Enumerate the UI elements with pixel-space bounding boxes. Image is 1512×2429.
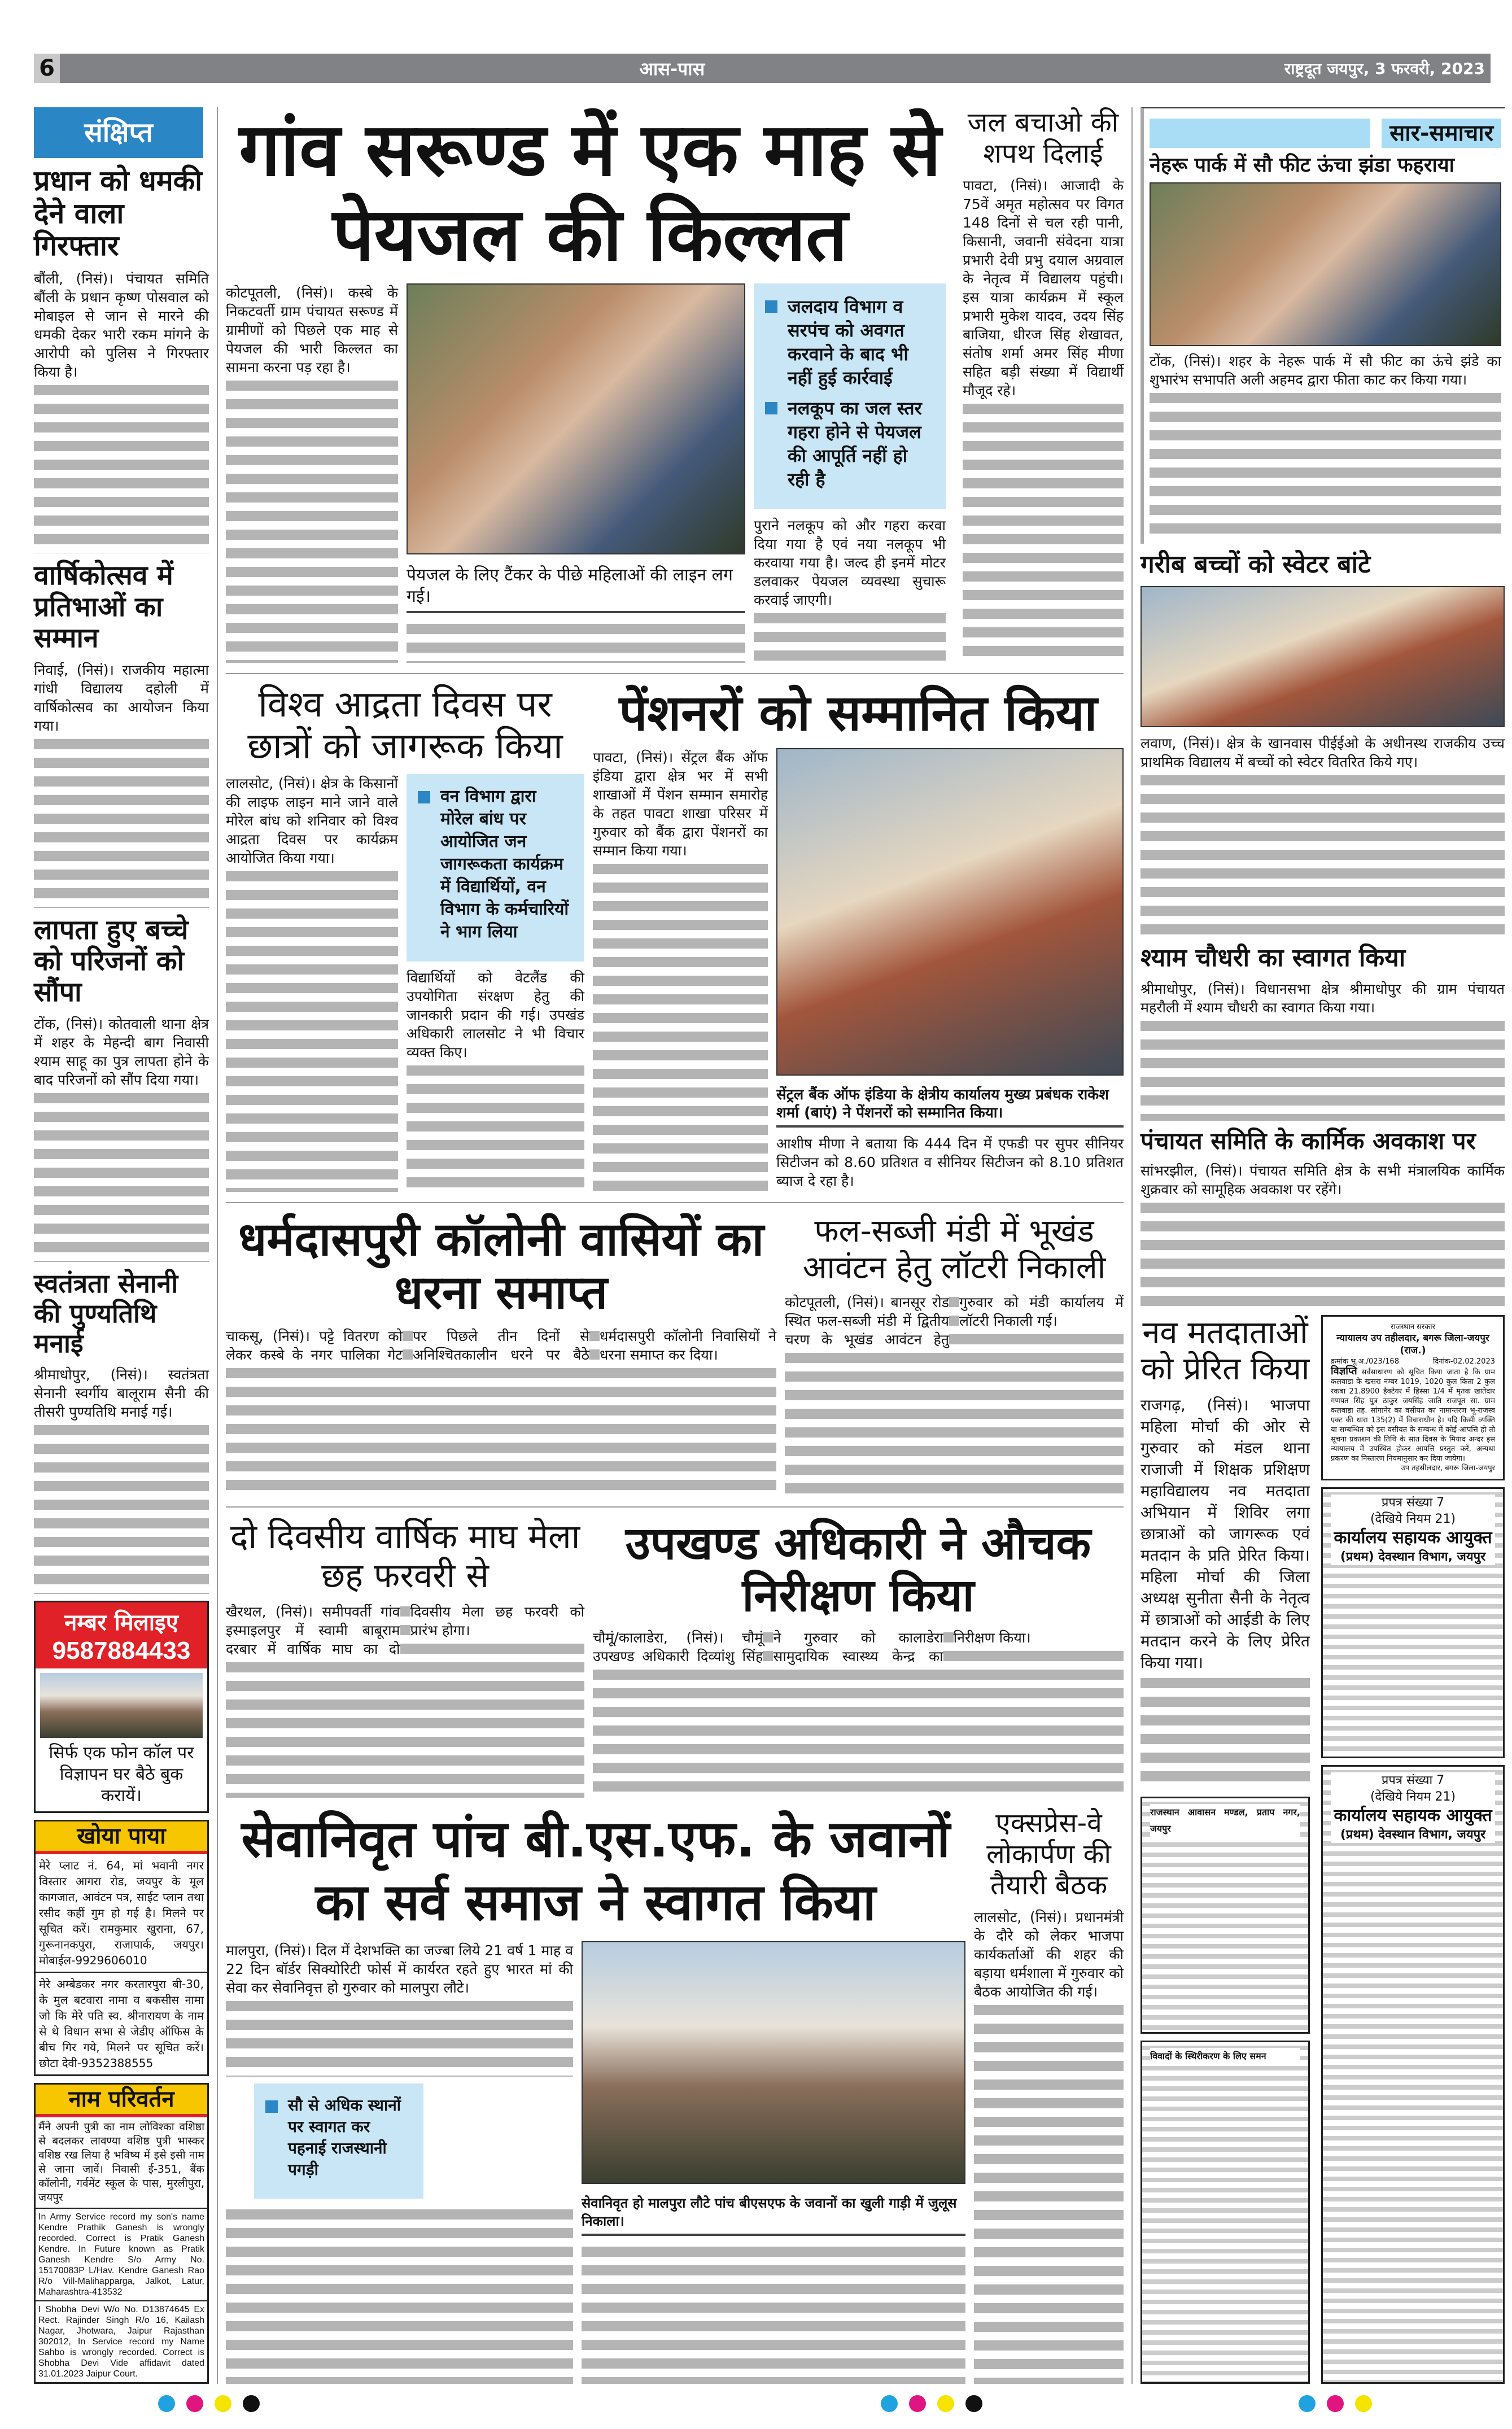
highlight-box [254,2083,423,2199]
classified-item: मेरे प्लाट नं. 64, मां भवानी नगर विस्तार आगरा रोड, जयपुर के मूल कागजात, आवंटन पत्र, साईट प्लान तथा रसीद कहीं गुम हो गई है। मिलने पर सूचित करें। रामकुमार खुराना, 67, गुरूनानकपुरा, राजापार्क, जयपुर। मोबाईल-9929606010 [36,1854,207,1973]
article-text: राजगढ़, (निसं)। भाजपा महिला मोर्चा की ओर से गुरुवार को मंडल थाना राजाजी में शिक्षक प्रशिक्षण महाविद्यालय नव मतदाता अभियान में शिविर लगा छात्राओं को जागरूक एवं मतदान के प्रति प्रेरित किया।महिला मोर्चा की जिला अध्यक्ष सुनीता सैनी के नेतृत्व में छात्राओं को आईडी के लिए मतदान करने के लिए प्रेरित किया गया। [1140,1395,1310,1674]
divider [226,673,1124,674]
article-text: मालपुरा, (निसं)। दिल में देशभक्ति का जज्बा लिये 21 वर्ष 1 माह व 22 दिन बॉर्डर सिक्योरिटी फोर्स में कार्यरत रहते हुए भारत मां की सेवा कर सेवानिवृत्त हो गुरुवार को मालपुरा लौटे। [226,1942,573,1996]
article-text: श्रीमाधोपुर, (निसं)। स्वतंत्रता सेनानी स्वर्गीय बालूराम सैनी की तीसरी पुण्यतिथि मनाई गई। [34,1366,209,1420]
article-body [1150,352,1501,538]
headline: विश्व आद्रता दिवस पर छात्रों को जागरूक किया [247,684,563,767]
headline: सेवानिवृत पांच बी.एस.एफ. के जवानों का सर्व समाज ने स्वागत किया [241,1809,950,1932]
article-text: पुराने नलकूप को और गहरा करवा दिया गया है एवं नया नलकूप भी करवाया गया है। जल्द ही इनमें मोटर डलवाकर पेयजल व्यवस्था सुचारू करवाई जाएगी। [754,517,946,608]
lead-headline-line1: गांव सरूण्ड में एक माह से [239,107,941,193]
article-text: चौमूं/कालाडेरा, (निसं)। चौमूं उपखण्ड अधिकारी दिव्यांशु सिंह ने गुरुवार को कालाडेरा सामुदायिक स्वास्थ्य केन्द्र का निरीक्षण किया। [593,1628,1124,1666]
registration-dot-magenta [1327,2395,1344,2412]
left-column [34,107,209,2384]
sweater-distribution-photo [1140,586,1505,727]
notice-heading [1331,1772,1495,1843]
right-bottom-notices [1321,1315,1505,2384]
article-body [785,1293,1124,1496]
article-text: लालसोट, (निसं)। क्षेत्र के किसानों की लाइफ लाइन माने जाने वाले मोरेल बांध को शनिवार को विश्व आद्रता दिवस पर कार्यक्रम आयोजित किया गया। [226,775,398,867]
headline: दो दिवसीय वार्षिक माघ मेला छह फरवरी से [230,1517,580,1596]
notice-form: प्रपत्र संख्या 7 [1381,1773,1445,1788]
row-c [226,1213,1124,1496]
section-label-saar-samachar: सार-समाचार [1382,119,1501,148]
registration-dot-magenta [909,2395,926,2412]
article-body [226,1327,776,1496]
registration-dot-yellow [1355,2395,1372,2412]
article-text: कोटपूतली, (निसं)। बानसूर रोड स्थित फल-सब्जी मंडी में द्वितीय चरण के भूखंड आवंटन हेतु गुरुवार को मंडी कार्यालय में लॉटरी निकाली गई। [785,1294,1124,1348]
notice-subtitle: (प्रथम) देवस्थान विभाग, जयपुर [1340,1827,1486,1842]
jal-story [963,107,1124,663]
column-divider [1131,107,1133,2384]
khoya-paya-title: खोया पाया [36,1821,207,1854]
right-column [1140,107,1505,2384]
notice-title: न्यायालय उप तहीलदार, बगरू जिला-जयपुर (राज.) [1336,1332,1489,1356]
article-body [226,774,398,1192]
khoya-paya-box [34,1820,209,2076]
headline: एक्सप्रेस-वे लोकार्पण की तैयारी बैठक [986,1807,1111,1902]
registration-dot-yellow [937,2395,954,2412]
right-bottom-row [1140,1315,1505,2384]
article-body [1140,1161,1505,1308]
headline: फल-सब्जी मंडी में भूखंड आवंटन हेतु लॉटरी निकाली [802,1213,1106,1286]
highlight-box [407,774,584,962]
column-divider [217,107,218,2384]
registration-dot-black [243,2395,260,2412]
page-header [34,54,1491,83]
bsf-text-column [226,1941,573,2384]
divider [226,1506,1124,1508]
highlight-text: वन विभाग द्वारा मोरेल बांध पर आयोजित जन जागरूकता कार्यक्रम में विद्यार्थियों, वन विभाग के कर्मचारियों ने भाग लिया [440,787,569,942]
article-text: श्रीमाधोपुर, (निसं)। विधानसभा क्षेत्र श्रीमाधोपुर की ग्राम पंचायत महरौली में श्याम चौधरी का स्वागत किया गया। [1140,980,1505,1016]
keypad-photo [40,1673,203,1738]
highlight-text: नलकूप का जल स्तर गहरा होने से पेयजल की आपूर्ति नहीं हो रही है [788,397,922,490]
headline: उपखण्ड अधिकारी ने औचक निरीक्षण किया [625,1517,1091,1622]
naam-parivartan-title: नाम परिवर्तन [36,2085,207,2117]
headline: श्याम चौधरी का स्वागत किया [1140,943,1406,972]
headline: वार्षिकोत्सव में प्रतिभाओं का सम्मान [34,560,173,654]
ad-headline: नम्बर मिलाइए [64,1609,178,1636]
photo-caption: सेवानिवृत हो मालपुरा लौटे पांच बीएसएफ के जवानों का खुली गाड़ी में जुलूस निकाला। [582,2191,965,2236]
article-text: पावटा, (निसं)। सेंट्रल बैंक ऑफ इंडिया द्वारा क्षेत्र भर में सभी शाखाओं में पेंशन सम्मान समारोह के तहत पावटा शाखा परिसर में गुरुवार को बैंक द्वारा पेंशनरों का सम्मान किया गया। [593,749,768,859]
article-body [776,1134,1124,1192]
classified-item: In Army Service record my son's name Kendre Prathik Ganesh is wrongly recorded. Correct is Pratik Ganesh Kendre. In Future known as Pratik Ganesh Kendre S/o Army No. 15170083P L/Hav. Kendre Ganesh Rao R/o Vill-Malihapparga, Jalkot, Latur, Maharashtra-413532 [36,2209,207,2301]
article-body [226,283,398,663]
lead-highlight-column [754,283,946,663]
notice-date: दिनांक-02.02.2023 [1433,1357,1495,1366]
article-body [226,1602,584,1798]
article-text: निवाई, (निसं)। राजकीय महात्मा गांधी विद्यालय दहोली में वार्षिकोत्सव का आयोजन किया गया। [34,661,209,734]
notice-heading [1331,1495,1495,1565]
article-text: सांभरझील, (निसं)। पंचायत समिति क्षेत्र के सभी मंत्रालयिक कार्मिक शुक्रवार को सामूहिक अवकाश पर रहेंगे। [1140,1162,1505,1198]
magh-story [226,1518,584,1798]
headline: नेहरू पार्क में सौ फीट ऊंचा झंडा फहराया [1150,154,1455,177]
bsf-photo-column [582,1941,965,2384]
article-body [407,968,584,1192]
article-text: विद्यार्थियों को वेटलैंड की उपयोगिता संरक्षण हेतु की जानकारी प्रदान की गई। उपखंड अधिकारी लालसोट ने भी विचार व्यक्त किए। [407,969,584,1061]
notice-label: विज्ञप्ति [1331,1365,1357,1377]
lead-story [226,107,954,663]
highlight-text: जलदाय विभाग व सरपंच को अवगत करवाने के बाद भी नहीं हुई कार्रवाई [788,296,908,388]
pension-story [593,684,1124,1192]
bullet-square-icon [765,300,777,313]
flag-hoisting-photo [1150,182,1501,346]
naam-parivartan-box [34,2083,209,2384]
notice-ref: क्रमांक भू.अ./023/168 [1331,1357,1399,1366]
article-text: कोटपूतली, (निसं)। कस्बे के निकटवर्ती ग्राम पंचायत सरूण्ड में ग्रामीणों को पिछले एक माह से पेयजल की भारी किल्लत का सामना करना पड़ रहा है। [226,285,398,375]
mandi-story [785,1213,1124,1496]
article-body [1140,1395,1310,1790]
notice-signature: उप तहसीलदार, बगरू जिला-जयपुर [1401,1463,1495,1473]
dharna-story [226,1213,776,1496]
notice-subtitle: (प्रथम) देवस्थान विभाग, जयपुर [1340,1549,1486,1564]
article-body [226,1941,573,2077]
article-text: टोंक, (निसं)। कोतवाली थाना क्षेत्र में शहर के मेहन्दी बाग निवासी श्याम साहू का पुत्र लापता होने के बाद परिजनों को सौंप दिया गया। [34,1016,209,1089]
notice-title: राजस्थान आवासन मण्डल, प्रताप नगर, जयपुर [1150,1804,1300,1837]
lead-columns [226,283,954,663]
headline: स्वतंत्रता सेनानी की पुण्यतिथि मनाई [34,1268,178,1359]
bullet-square-icon [765,402,777,414]
photo-caption: सेंट्रल बैंक ऑफ इंडिया के क्षेत्रीय कार्यालय मुख्य प्रबंधक राकेश शर्मा (बाएं) ने पेंशनरों को सम्मानित किया। [776,1082,1124,1128]
headline: पंचायत समिति के कार्मिक अवकाश पर [1140,1126,1476,1155]
article-body [34,661,209,908]
classified-item: I Shobha Devi W/o No. D13874645 Ex Rect. Rajinder Singh R/o 16, Kailash Nagar, Jhotwara, Jaipur Rajasthan 302012, In Service record my Name Sahbo is wrongly recorded. Correct is Shobha Devi Vide affidavit dated 31.01.2023 Jaipur Court. [38,2304,204,2379]
lead-headline [226,107,954,277]
notice-body: सर्वसाधारण को सूचित किया जाता है कि ग्राम कलवाडा के खसरा नम्बर 1019, 1020 कुल किता 2 कुल रकबा 21.8900 हैक्टेयर में हिस्सा 1/4 में मृतक खातेदार गणपत सिंह पुत्र ठाकुर जयसिंह जाति राजपूत सा. ग्राम कलवाडा तह. सांगानेर का वसीयत का नामान्तरण भू-राजस्व एक्ट की धारा 135(2) में विचाराधीन है। यदि किसी व्यक्ति या सम्बन्धित को इस वसीयत के सम्बन्ध में कोई आपत्ति हो तो सूचना प्रकाशन की तिथि के सात दिवस के मियाद अन्दर इस न्यायालय में उपस्थित होकर आपत्ति प्रस्तुत करें, अन्यथा प्रकरण का निस्तारण नियमानुसार कर दिया जायेगा। [1331,1368,1495,1463]
water-tanker-photo [407,283,745,554]
section-band-row [1150,119,1501,148]
registration-dot-cyan [158,2395,175,2412]
article-text: लालसोट, (निसं)। प्रधानमंत्री के दौरे को लेकर भाजपा कार्यकर्ताओं की शहर की बड़ाया धर्मशाला में गुरुवार को बैठक आयोजित की गई। [974,1909,1124,2000]
article-text: बौंली, (निसं)। पंचायत समिति बौंली के प्रधान कृष्ण पोसवाल को मोबाइल से जान से मारने की धमकी देकर भारी रकम मांगने के आरोपी को पुलिस ने गिरफ्तार किया है। [34,270,209,380]
registration-dot-black [965,2395,982,2412]
highlight-item [759,396,934,491]
lead-photo-column [407,283,745,663]
article-text: लवाण, (निसं)। क्षेत्र के खानवास पीईईओ के अधीनस्थ राजकीय उच्च प्राथमिक विद्यालय में बच्चों को स्वेटर वितरित किये गए। [1140,735,1505,770]
ad-tagline: सिर्फ एक फोन कॉल पर विज्ञापन घर बैठे बुक करायें। [49,1742,194,1806]
notice-title: विवादों के स्थिरीकरण के लिए समन [1150,2048,1300,2064]
article-body [974,1908,1124,2383]
article-body [963,176,1124,663]
pension-photo-column [776,748,1124,1192]
ad-phone: 9587884433 [52,1636,191,1665]
headline: धर्मदासपुरी कॉलोनी वासियों का धरना समाप्त [238,1213,764,1320]
housing-board-notice [1140,1797,1310,2034]
row-d [226,1518,1124,1798]
registration-marks [34,2395,1491,2412]
article-body [582,2243,965,2384]
vishv-columns [226,774,584,1192]
registration-dot-magenta [186,2395,203,2412]
registration-dot-cyan [1299,2395,1316,2412]
headline: गरीब बच्चों को स्वेटर बांटे [1140,550,1371,579]
notice-title: कार्यालय सहायक आयुक्त [1334,1805,1492,1825]
article-body [1140,980,1505,1121]
devasthan-notice [1321,1487,1505,1758]
headline: जल बचाओ की शपथ दिलाई [967,107,1119,170]
headline: लापता हुए बच्चे को परिजनों को सौंपा [34,914,189,1008]
divider [226,1202,1124,1203]
classified-item: मेरे अम्बेडकर नगर करतारपुरा बी-30, के मुल बटवारा नामा व बकसीस नामा जो कि मेरे पति स्व. श्रीनारायण के नाम से थे विधान सभा से जेडीए ऑफिस के बीच गिर गये, मिलने पर सूचित करें। छोटा देवी-9352388555 [39,1977,204,2070]
highlight-item [759,295,934,390]
registration-dot-cyan [881,2395,898,2412]
highlight-item [260,2095,412,2181]
bsf-story [226,1808,965,2384]
court-notice [1321,1315,1505,1480]
article-body [1140,734,1505,937]
article-body [407,620,745,663]
section-band [1150,119,1370,148]
section-label-sankshipt: संक्षिप्त [34,107,203,158]
notice-title: कार्यालय सहायक आयुक्त [1334,1527,1492,1548]
photo-caption: पेयजल के लिए टैंकर के पीछे महिलाओं की लाइन लग गई। [407,561,745,613]
article-body [593,1628,1124,1798]
express-story [974,1808,1124,2384]
row-e [226,1808,1124,2384]
vishv-story [226,684,584,1192]
article-text: चाकसू, (निसं)। पट्टे वितरण को लेकर कस्बे के नगर पालिका गेट पर पिछले तीन दिनों से अनिश्चितकालीन धरने पर बैठे धर्मदासपुरी कॉलोनी निवासियों ने धरना समाप्त कर दिया। [226,1327,776,1363]
dateline: राष्ट्रदूत जयपुर, 3 फरवरी, 2023 [1284,59,1485,78]
notice-org: राजस्थान सरकार [1391,1322,1435,1331]
summons-notice [1140,2041,1310,2384]
page-number: 6 [34,54,60,83]
section-name: आस-पास [639,58,705,80]
lead-headline-line2: पेयजल की किल्लत [332,191,848,277]
classified-item: मैंने अपनी पुत्री का नाम लोविश्का वशिष्ठा से बदलकर लावण्या वशिष्ठ पुत्री भास्कर वशिष्ठ रख लिया है भविष्य में इसे इसी नाम से जाना जावें। निवासी ई-351, बैंक कॉलोनी, गर्वमेंट स्कूल के पास, मुरलीपुरा, जयपुर [36,2117,207,2209]
right-bottom-left [1140,1315,1310,2384]
article-body [226,2205,573,2384]
devasthan-notice [1321,1765,1505,2384]
headline: पेंशनरों को सम्मानित किया [619,684,1098,742]
article-text: खैरथल, (निसं)। समीपवर्ती गांव इस्माइलपुर में स्वामी बाबूराम दरबार में वार्षिक माघ का दो दिवसीय मेला छह फरवरी को प्रारंभ होगा। [226,1603,584,1657]
vishv-highlight-column [407,774,584,1192]
article-body [34,1365,209,1594]
nirikshan-story [593,1518,1124,1798]
headline: प्रधान को धमकी देने वाला गिरफ्तार [34,164,203,262]
notice-rule: (देखिये नियम 21) [1370,1789,1456,1804]
article-body [593,748,768,1192]
highlight-item [412,785,573,943]
article-body [754,516,946,663]
article-body [34,1015,209,1262]
article-text: पावटा, (निसं)। आजादी के 75वें अमृत महोत्सव पर विगत 148 दिनों से चल रही पानी, किसानी, जवानी संवेदना यात्रा प्रभारी देवी प्रभु दयाल अग्रवाल के नेतृत्व में विद्यालय पहुंची। इस यात्रा कार्यक्रम में स्कूल प्रभारी मुकेश यादव, उदय सिंह बाजिया, धीरज सिंह शेखावत, संतोष शर्मा अमर सिंह मीणा सहित बड़ी संख्या में विद्यार्थी मौजूद रहे। [963,177,1124,399]
page-body [34,107,1505,2384]
notice-rule: (देखिये नियम 21) [1370,1511,1456,1526]
bullet-square-icon [418,791,430,803]
highlight-text: सौ से अधिक स्थानों पर स्वागत कर पहनाई राजस्थानी पगड़ी [288,2095,401,2179]
pension-columns [593,748,1124,1192]
pensioner-felicitation-photo [776,748,1124,1076]
lead-section [226,107,1124,663]
headline: नव मतदाताओं को प्रेरित किया [1140,1314,1310,1388]
article-text: आशीष मीणा ने बताया कि 444 दिन में एफडी पर सुपर सीनियर सिटीजन को 8.60 प्रतिशत व सीनियर सिटीजन को 8.10 प्रतिशत ब्याज दे रहा है। [776,1135,1124,1190]
bullet-square-icon [265,2100,278,2113]
bsf-columns [226,1941,965,2384]
row-b [226,684,1124,1192]
center-column [226,107,1124,2384]
saar-samachar-box [1140,107,1505,544]
bsf-jawans-procession-photo [582,1941,965,2184]
registration-dot-yellow [215,2395,231,2412]
highlight-box [754,283,946,509]
phone-ad [34,1601,209,1813]
article-text: टोंक, (निसं)। शहर के नेहरू पार्क में सौ फीट का ऊंचे झंडे का शुभारंभ सभापति अली अहमद द्वारा फीता काट कर किया गया। [1150,353,1501,388]
notice-form: प्रपत्र संख्या 7 [1381,1495,1445,1510]
article-body [34,269,209,554]
